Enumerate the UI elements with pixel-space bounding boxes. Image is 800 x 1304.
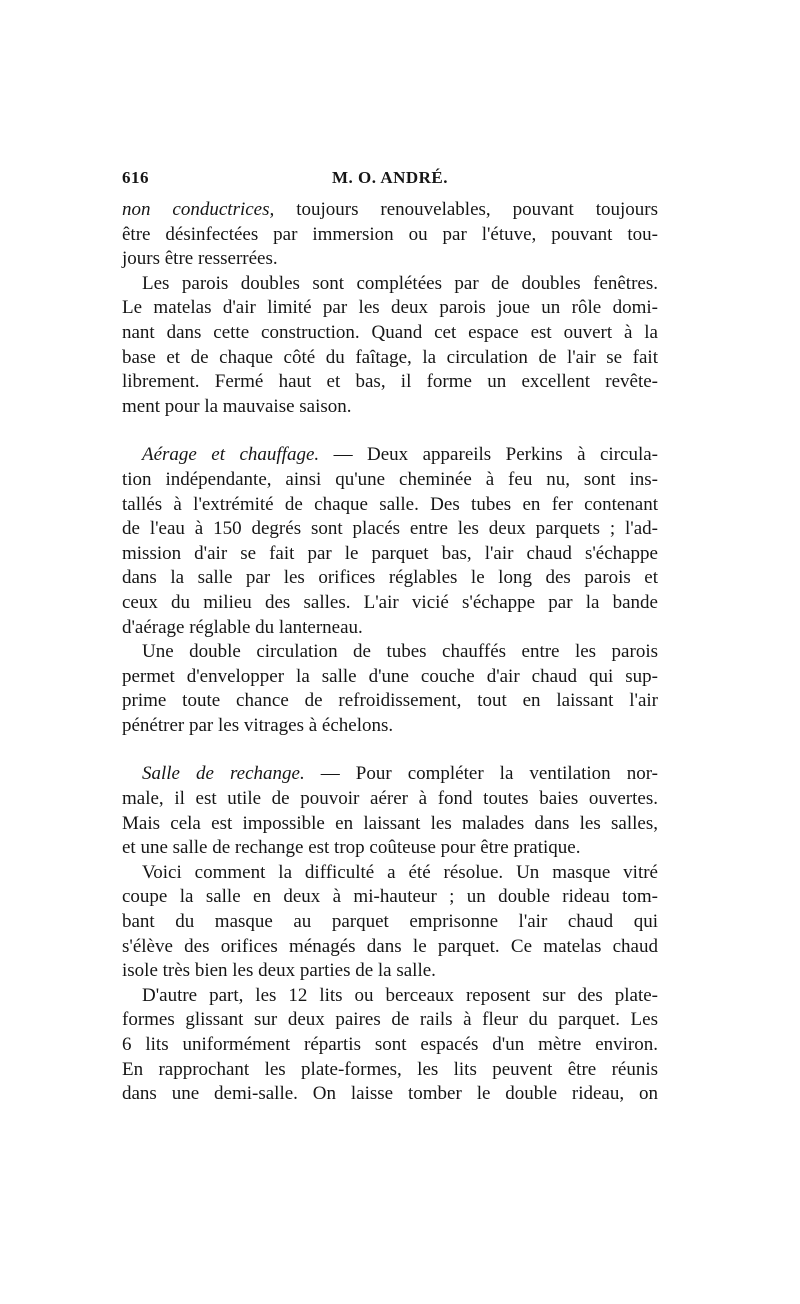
text-line: nant dans cette construction. Quand cet espace est ouvert à la — [122, 321, 658, 343]
text-line — [122, 762, 658, 787]
paragraph-masque — [122, 861, 658, 984]
text-line: Les parois doubles sont complétées par de doubles fenêtres. — [142, 272, 658, 294]
text-line: Mais cela est impossible en laissant les malades dans les salles, — [122, 812, 658, 834]
text-line: formes glissant sur deux paires de rails à fleur du parquet. Les — [122, 1009, 658, 1031]
text-line: pénétrer par les vitrages à échelons. — [122, 714, 394, 736]
text-line: dans la salle par les orifices réglables le long des parois et — [122, 567, 658, 589]
text-line: bant du masque au parquet emprisonne l'air chaud qui — [122, 911, 658, 933]
line-text: toujours renouvelables, pouvant toujours — [274, 199, 659, 220]
paragraph-double-circulation — [122, 640, 658, 738]
text-line: ment pour la mauvaise saison. — [122, 395, 352, 417]
section-gap — [122, 738, 658, 762]
text-line: D'autre part, les 12 lits ou berceaux reposent sur des plate- — [142, 984, 658, 1006]
paragraph-continuation — [122, 198, 658, 272]
section-title: Aérage et chauffage. — [142, 444, 320, 466]
text-line: base et de chaque côté du faîtage, la circulation de l'air se fait — [122, 346, 658, 368]
text-line: Une double circulation de tubes chauffés entre les parois — [142, 641, 658, 663]
text-line: prime toute chance de refroidissement, tout en laissant l'air — [122, 690, 658, 712]
text-line: tallés à l'extrémité de chaque salle. Des tubes en fer contenant — [122, 493, 658, 515]
line-text: — Deux appareils Perkins à circula- — [319, 444, 658, 466]
text-line: ceux du milieu des salles. L'air vicié s'échappe par la bande — [122, 591, 658, 613]
text-line: s'élève des orifices ménagés dans le parquet. Ce matelas chaud — [122, 935, 658, 957]
header-author: M. O. ANDRÉ. — [331, 168, 449, 187]
text-line: d'aérage réglable du lanterneau. — [122, 616, 363, 638]
line-text: — Pour compléter la ventilation nor- — [304, 763, 658, 785]
text-line — [122, 198, 658, 223]
italic-phrase: non conductrices, — [122, 199, 275, 220]
text-line: Voici comment la difficulté a été résolue. Un masque vitré — [142, 861, 658, 883]
text-line: être désinfectées par immersion ou par l'étuve, pouvant tou- — [122, 223, 658, 245]
text-line: dans une demi-salle. On laisse tomber le double rideau, on — [122, 1083, 658, 1105]
section-aerage — [122, 443, 658, 640]
text-line: permet d'envelopper la salle d'une couche d'air chaud qui sup- — [122, 665, 658, 687]
book-page — [122, 168, 658, 1107]
text-line: isole très bien les deux parties de la salle. — [122, 960, 436, 982]
text-line: male, il est utile de pouvoir aérer à fond toutes baies ouvertes. — [122, 788, 658, 810]
paragraph-parois — [122, 272, 658, 420]
text-line: jours être resserrées. — [122, 248, 278, 270]
paragraph-lits — [122, 984, 658, 1107]
text-line: 6 lits uniformément répartis sont espacés d'un mètre environ. — [122, 1034, 658, 1055]
text-line: librement. Fermé haut et bas, il forme un excellent revête- — [122, 371, 658, 393]
running-header — [122, 168, 658, 198]
text-line: et une salle de rechange est trop coûteuse pour être pratique. — [122, 837, 581, 859]
section-gap — [122, 419, 658, 443]
text-line: Le matelas d'air limité par les deux parois joue un rôle domi- — [122, 297, 658, 319]
section-salle-de-rechange — [122, 762, 658, 860]
text-line: mission d'air se fait par le parquet bas, l'air chaud s'échappe — [122, 542, 658, 564]
text-line: tion indépendante, ainsi qu'une cheminée à feu nu, sont ins- — [122, 468, 658, 490]
text-line: coupe la salle en deux à mi-hauteur ; un double rideau tom- — [122, 886, 658, 908]
text-line — [122, 443, 658, 468]
text-line: de l'eau à 150 degrés sont placés entre les deux parquets ; l'ad- — [122, 518, 658, 540]
section-title: Salle de rechange. — [142, 763, 305, 785]
text-line: En rapprochant les plate-formes, les lits peuvent être réunis — [122, 1058, 658, 1080]
page-number: 616 — [122, 168, 149, 187]
